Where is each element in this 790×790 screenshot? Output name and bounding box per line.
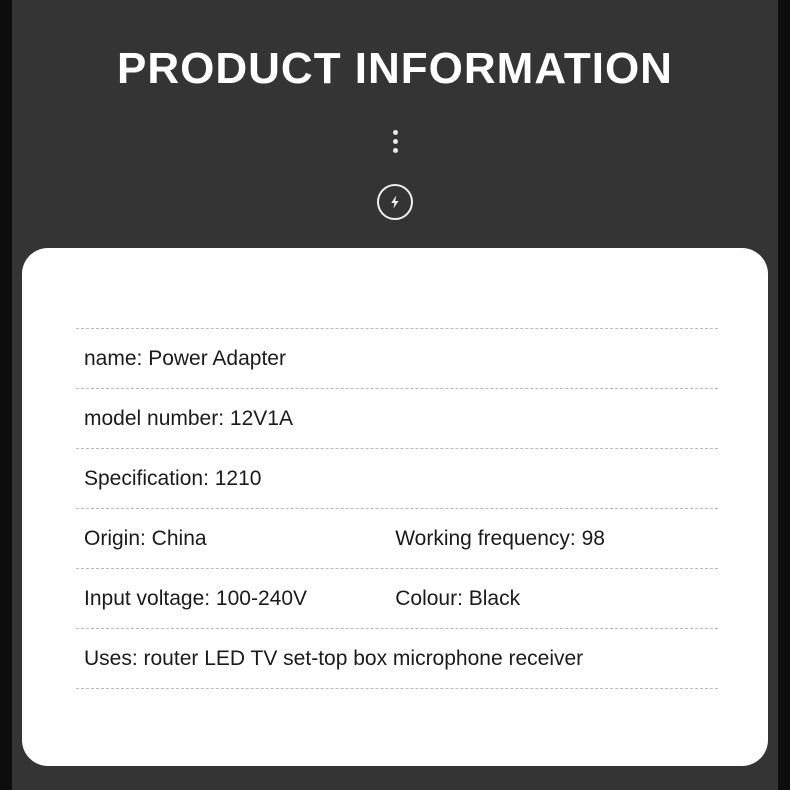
dot (393, 130, 398, 135)
table-row (76, 389, 718, 449)
page-inner (12, 0, 778, 790)
spec-table (76, 328, 718, 689)
spec-name: name: Power Adapter (84, 346, 286, 370)
spec-origin: Origin: China (84, 526, 207, 550)
spec-input-voltage: Input voltage: 100-240V (84, 586, 308, 610)
spec-working-frequency: Working frequency: 98 (395, 526, 605, 550)
table-row (76, 449, 718, 509)
dot (393, 139, 398, 144)
table-row (76, 328, 718, 389)
vertical-ellipsis-icon (12, 126, 778, 157)
spec-card (22, 248, 768, 766)
spec-model-number: model number: 12V1A (84, 406, 293, 430)
dot (393, 148, 398, 153)
table-row (76, 629, 718, 689)
spec-colour: Colour: Black (395, 586, 521, 610)
table-row (76, 509, 718, 569)
lightning-bolt-icon (377, 184, 413, 220)
table-row (76, 569, 718, 629)
spec-specification: Specification: 1210 (84, 466, 262, 490)
page-title: PRODUCT INFORMATION (117, 44, 673, 93)
spec-uses: Uses: router LED TV set-top box microphone receiver (84, 646, 584, 670)
